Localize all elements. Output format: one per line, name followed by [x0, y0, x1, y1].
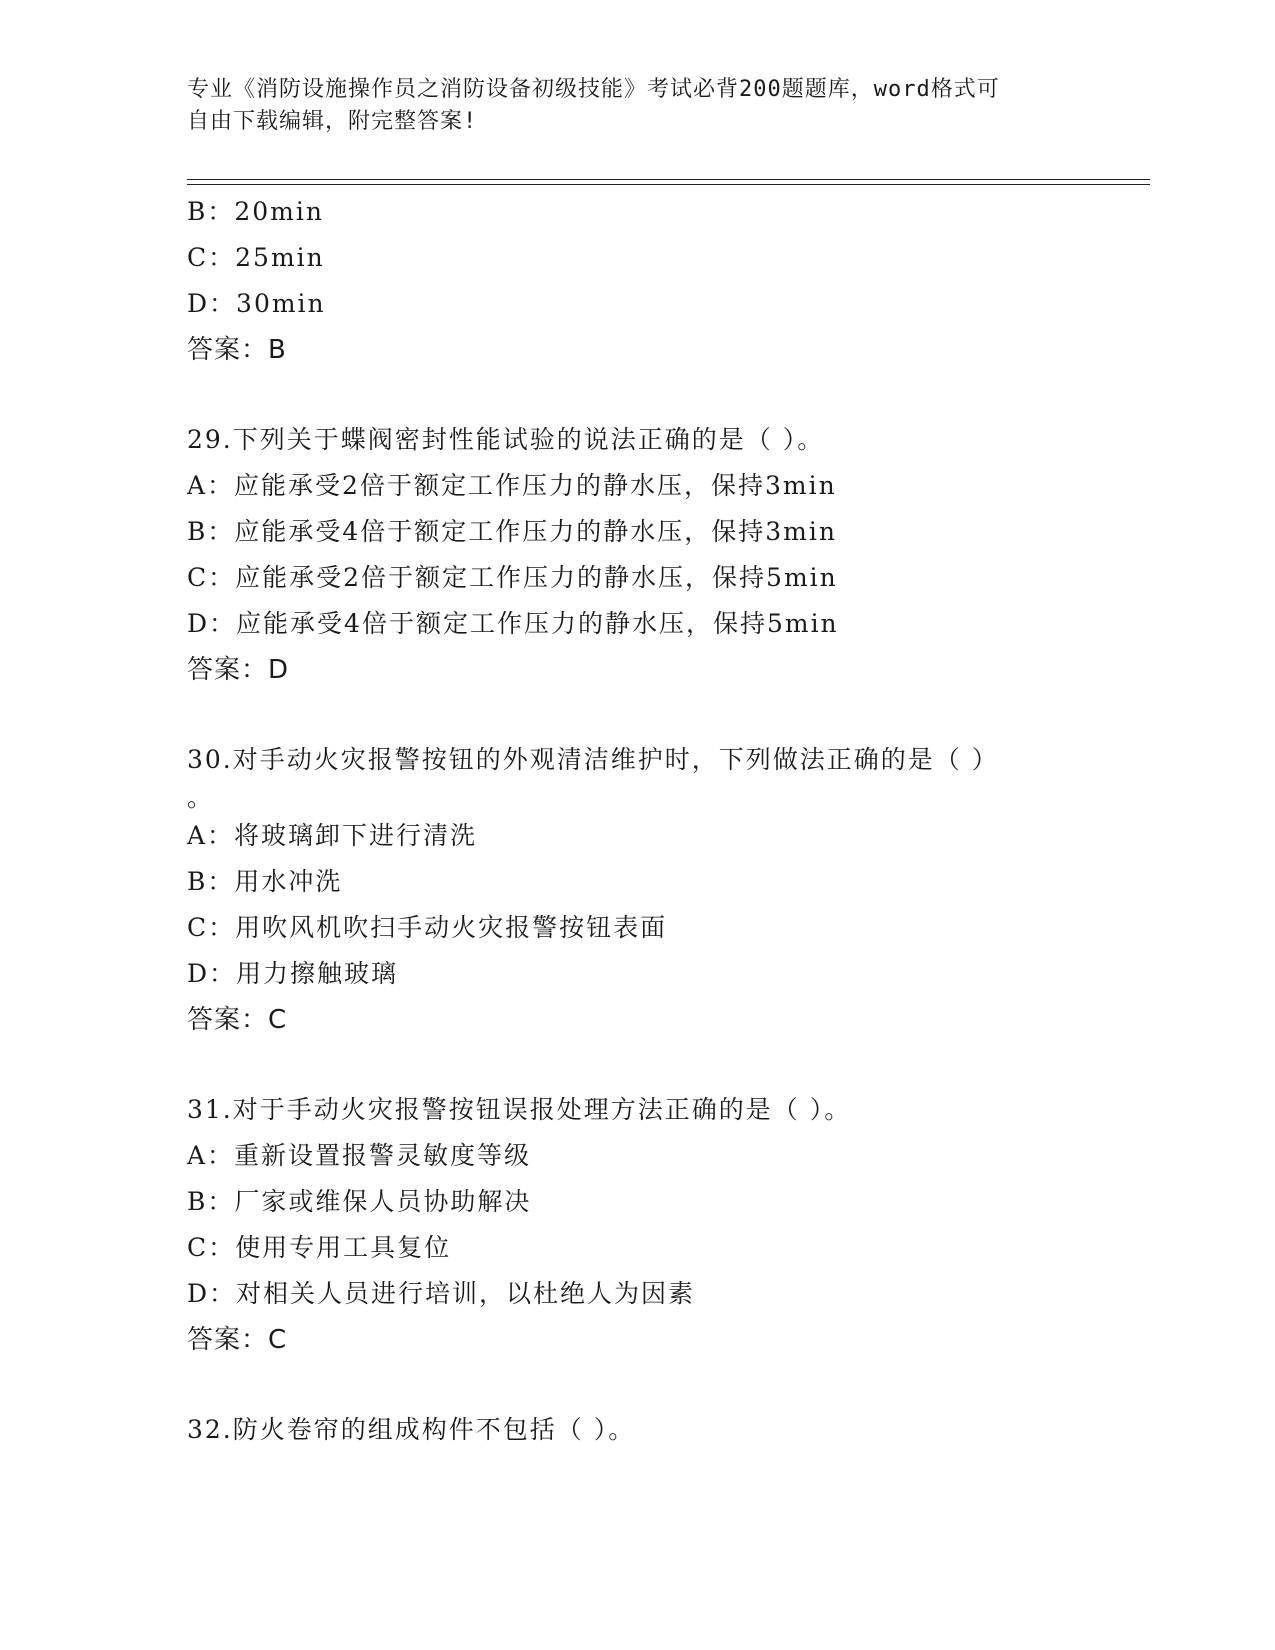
question-30 [187, 737, 1087, 1043]
option-c: C：25min [187, 243, 325, 272]
document-header [187, 74, 1067, 138]
option-d: D：对相关人员进行培训，以杜绝人为因素 [187, 1279, 696, 1308]
option-a: A：将玻璃卸下进行清洗 [187, 821, 478, 850]
header-divider-bottom [187, 184, 1150, 185]
header-divider-top [187, 179, 1150, 180]
option-b: B：20min [187, 197, 324, 226]
header-line-2: 自由下载编辑，附完整答案! [187, 109, 478, 134]
question-list [187, 189, 1087, 1453]
question-text: 30.对手动火灾报警按钮的外观清洁维护时，下列做法正确的是（ ） [187, 745, 999, 774]
question-32 [187, 1407, 1087, 1453]
option-a: A：应能承受2倍于额定工作压力的静水压，保持3min [187, 471, 837, 500]
answer: 答案：C [187, 1005, 288, 1035]
option-d: D：应能承受4倍于额定工作压力的静水压，保持5min [187, 609, 839, 638]
option-c: C：用吹风机吹扫手动火灾报警按钮表面 [187, 913, 668, 942]
spacer [187, 1363, 1087, 1407]
question-text-continued: 。 [187, 783, 213, 812]
question-text: 31.对于手动火灾报警按钮误报处理方法正确的是（ ）。 [187, 1095, 852, 1124]
question-31 [187, 1087, 1087, 1363]
option-b: B：用水冲洗 [187, 867, 343, 896]
spacer [187, 693, 1087, 737]
question-29 [187, 417, 1087, 693]
header-line-1: 专业《消防设施操作员之消防设备初级技能》考试必背200题题库，word格式可 [187, 77, 1000, 102]
spacer [187, 1043, 1087, 1087]
question-text: 29.下列关于蝶阀密封性能试验的说法正确的是（ ）。 [187, 425, 825, 454]
spacer [187, 373, 1087, 417]
question-28 [187, 189, 1087, 373]
option-d: D：30min [187, 289, 326, 318]
question-text: 32.防火卷帘的组成构件不包括（ ）。 [187, 1415, 636, 1444]
option-c: C：应能承受2倍于额定工作压力的静水压，保持5min [187, 563, 838, 592]
answer: 答案：C [187, 1325, 288, 1355]
answer: 答案：D [187, 655, 290, 685]
option-d: D：用力擦触玻璃 [187, 959, 399, 988]
option-b: B：厂家或维保人员协助解决 [187, 1187, 532, 1216]
option-b: B：应能承受4倍于额定工作压力的静水压，保持3min [187, 517, 837, 546]
answer: 答案：B [187, 335, 287, 365]
option-a: A：重新设置报警灵敏度等级 [187, 1141, 532, 1170]
option-c: C：使用专用工具复位 [187, 1233, 452, 1262]
